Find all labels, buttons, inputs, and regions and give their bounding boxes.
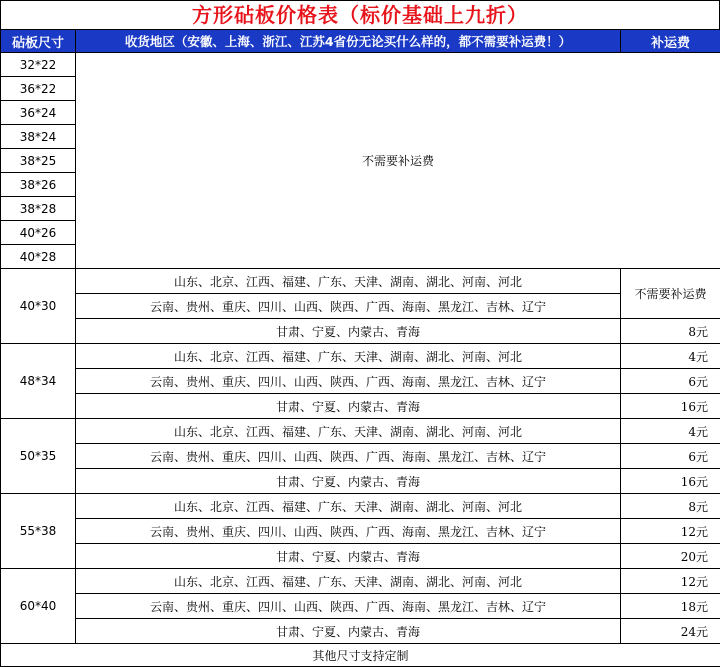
region-list: 山东、北京、江西、福建、广东、天津、湖南、湖北、河南、河北 (76, 569, 621, 594)
size-cell: 55*38 (1, 494, 76, 569)
footer-note: 其他尺寸支持定制 (1, 644, 720, 667)
region-list: 云南、贵州、重庆、四川、山西、陕西、广西、海南、黑龙江、吉林、辽宁 (76, 594, 621, 619)
region-row (1, 419, 720, 444)
region-row (1, 619, 720, 644)
size-cell: 40*26 (1, 221, 76, 245)
region-row (1, 394, 720, 419)
fee-cell: 8元 (621, 494, 720, 519)
size-cell: 40*28 (1, 245, 76, 269)
fee-cell: 20元 (621, 544, 720, 569)
region-row (1, 319, 720, 344)
fee-cell: 24元 (621, 619, 720, 644)
footer-row (1, 644, 720, 667)
region-list: 云南、贵州、重庆、四川、山西、陕西、广西、海南、黑龙江、吉林、辽宁 (76, 369, 621, 394)
size-cell: 32*22 (1, 53, 76, 77)
size-cell: 36*24 (1, 101, 76, 125)
region-row (1, 444, 720, 469)
region-list: 甘肃、宁夏、内蒙古、青海 (76, 394, 621, 419)
fee-cell: 16元 (621, 469, 720, 494)
table-title: 方形砧板价格表（标价基础上九折） (0, 0, 720, 29)
fee-cell: 8元 (621, 319, 720, 344)
region-row (1, 344, 720, 369)
size-cell: 38*28 (1, 197, 76, 221)
fee-cell: 12元 (621, 569, 720, 594)
region-row (1, 544, 720, 569)
fee-cell: 16元 (621, 394, 720, 419)
header-fee: 补运费 (621, 30, 720, 53)
price-table (0, 29, 720, 667)
region-list: 甘肃、宁夏、内蒙古、青海 (76, 319, 621, 344)
region-row (1, 519, 720, 544)
region-row (1, 494, 720, 519)
region-list: 山东、北京、江西、福建、广东、天津、湖南、湖北、河南、河北 (76, 269, 621, 294)
region-list: 山东、北京、江西、福建、广东、天津、湖南、湖北、河南、河北 (76, 419, 621, 444)
fee-cell: 12元 (621, 519, 720, 544)
size-cell: 38*26 (1, 173, 76, 197)
size-cell: 38*24 (1, 125, 76, 149)
size-cell: 50*35 (1, 419, 76, 494)
region-list: 云南、贵州、重庆、四川、山西、陕西、广西、海南、黑龙江、吉林、辽宁 (76, 294, 621, 319)
size-cell: 36*22 (1, 77, 76, 101)
size-cell: 48*34 (1, 344, 76, 419)
header-size: 砧板尺寸 (1, 30, 76, 53)
size-cell: 60*40 (1, 569, 76, 644)
free-shipping-cell: 不需要补运费 (76, 53, 720, 269)
region-list: 甘肃、宁夏、内蒙古、青海 (76, 469, 621, 494)
header-region: 收货地区（安徽、上海、浙江、江苏4省份无论买什么样的，都不需要补运费！） (76, 30, 621, 53)
size-cell: 38*25 (1, 149, 76, 173)
region-row (1, 469, 720, 494)
fee-cell: 4元 (621, 419, 720, 444)
region-list: 甘肃、宁夏、内蒙古、青海 (76, 544, 621, 569)
region-row (1, 294, 720, 319)
fee-cell: 不需要补运费 (621, 269, 720, 319)
region-row (1, 269, 720, 294)
region-row (1, 594, 720, 619)
region-row (1, 569, 720, 594)
region-list: 山东、北京、江西、福建、广东、天津、湖南、湖北、河南、河北 (76, 494, 621, 519)
region-list: 甘肃、宁夏、内蒙古、青海 (76, 619, 621, 644)
fee-cell: 18元 (621, 594, 720, 619)
region-list: 云南、贵州、重庆、四川、山西、陕西、广西、海南、黑龙江、吉林、辽宁 (76, 444, 621, 469)
fee-cell: 4元 (621, 344, 720, 369)
fee-cell: 6元 (621, 369, 720, 394)
fee-cell: 6元 (621, 444, 720, 469)
region-row (1, 369, 720, 394)
header-row (1, 30, 720, 53)
free-size-row (1, 53, 720, 77)
size-cell: 40*30 (1, 269, 76, 344)
region-list: 山东、北京、江西、福建、广东、天津、湖南、湖北、河南、河北 (76, 344, 621, 369)
region-list: 云南、贵州、重庆、四川、山西、陕西、广西、海南、黑龙江、吉林、辽宁 (76, 519, 621, 544)
